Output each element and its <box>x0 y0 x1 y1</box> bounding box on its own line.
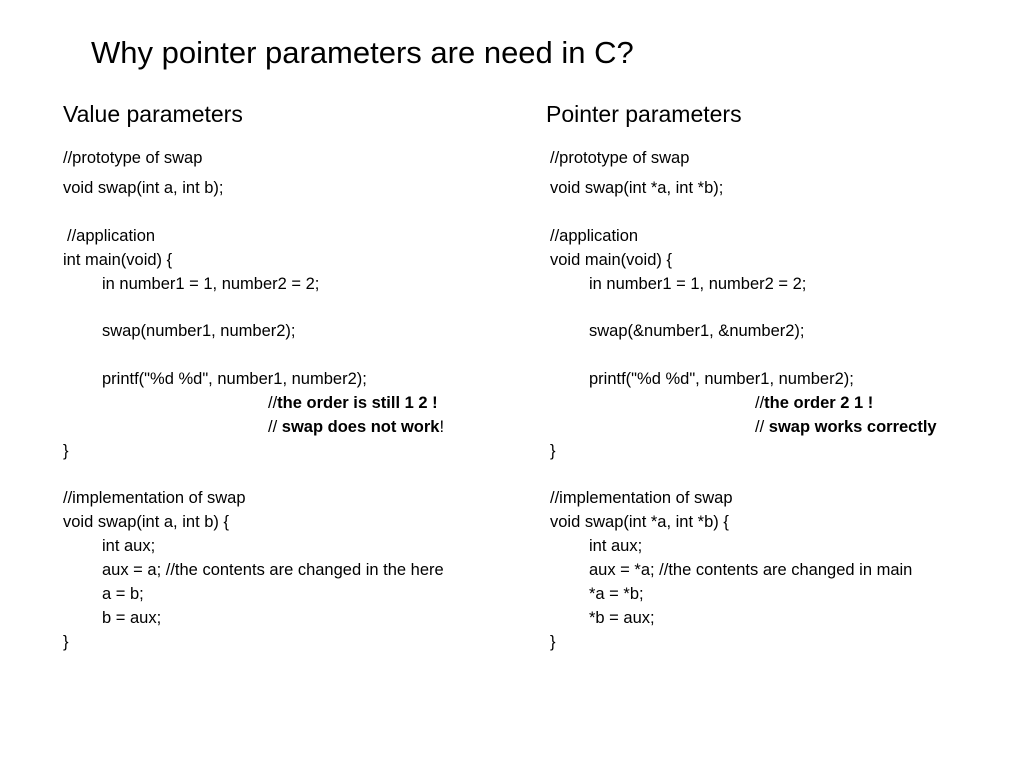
left-impl-signature: void swap(int a, int b) { <box>63 513 229 531</box>
left-application-comment: //application <box>67 227 156 245</box>
left-swap-note: // swap does not work! <box>268 418 445 436</box>
left-impl-a: a = b; <box>102 585 144 603</box>
left-prototype-comment: //prototype of swap <box>63 149 203 167</box>
right-main-close: } <box>550 442 556 460</box>
pointer-parameters-heading: Pointer parameters <box>546 101 742 127</box>
right-application-comment: //application <box>550 227 639 245</box>
right-impl-b: *b = aux; <box>589 609 655 627</box>
right-swap-note: // swap works correctly <box>755 418 937 436</box>
left-prototype: void swap(int a, int b); <box>63 179 224 197</box>
right-impl-signature: void swap(int *a, int *b) { <box>550 513 729 531</box>
right-impl-assign: aux = *a; //the contents are changed in main <box>589 561 913 579</box>
right-order-note: //the order 2 1 ! <box>755 394 874 412</box>
right-declaration: in number1 = 1, number2 = 2; <box>589 275 807 293</box>
left-impl-b: b = aux; <box>102 609 162 627</box>
right-main-signature: void main(void) { <box>550 251 672 269</box>
right-implementation-comment: //implementation of swap <box>550 489 733 507</box>
value-parameters-heading: Value parameters <box>63 101 243 127</box>
right-printf: printf("%d %d", number1, number2); <box>589 370 854 388</box>
right-prototype-comment: //prototype of swap <box>550 149 690 167</box>
left-order-note: //the order is still 1 2 ! <box>268 394 438 412</box>
left-main-close: } <box>63 442 69 460</box>
right-swap-call: swap(&number1, &number2); <box>589 322 805 340</box>
left-printf: printf("%d %d", number1, number2); <box>102 370 367 388</box>
right-impl-a: *a = *b; <box>589 585 644 603</box>
left-impl-aux: int aux; <box>102 537 156 555</box>
slide-title: Why pointer parameters are need in C? <box>91 35 634 70</box>
left-implementation-comment: //implementation of swap <box>63 489 246 507</box>
right-impl-aux: int aux; <box>589 537 643 555</box>
left-swap-call: swap(number1, number2); <box>102 322 296 340</box>
left-declaration: in number1 = 1, number2 = 2; <box>102 275 320 293</box>
left-impl-assign: aux = a; //the contents are changed in the here <box>102 561 444 579</box>
left-impl-close: } <box>63 633 69 651</box>
right-impl-close: } <box>550 633 556 651</box>
right-prototype: void swap(int *a, int *b); <box>550 179 724 197</box>
left-main-signature: int main(void) { <box>63 251 173 269</box>
